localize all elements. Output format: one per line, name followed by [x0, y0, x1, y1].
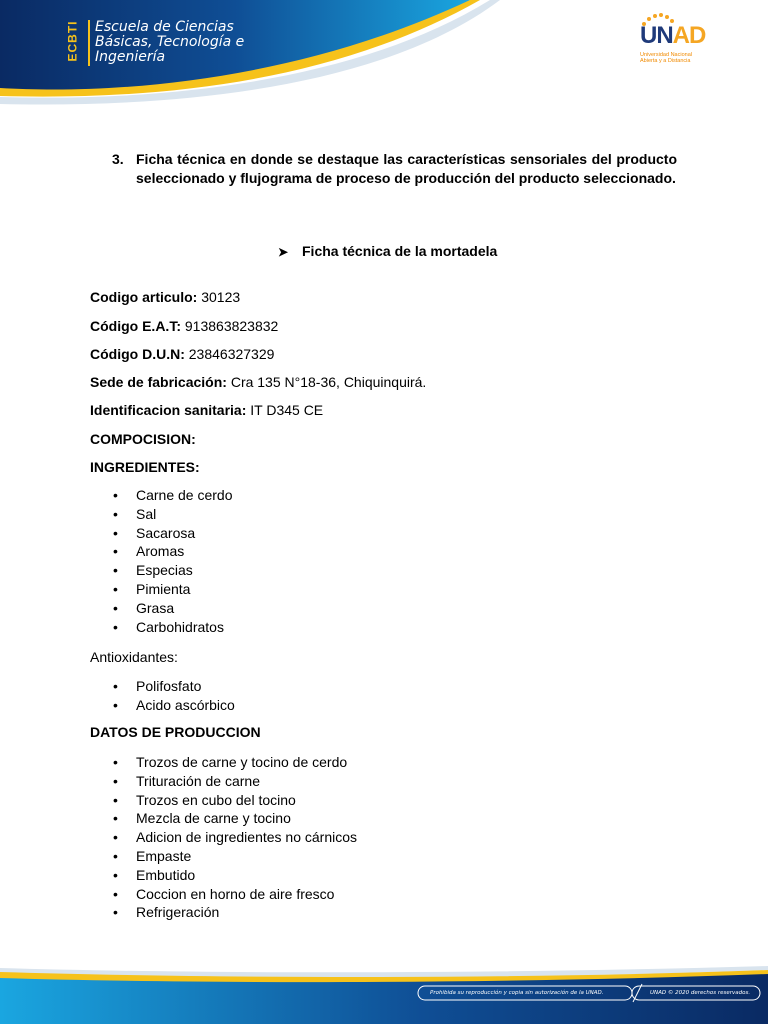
list-item: • Adicion de ingredientes no cárnicos	[110, 828, 357, 847]
unad-logo-word: UNAD	[640, 22, 706, 49]
arrow-bullet-icon: ➤	[278, 245, 289, 259]
field-codigo-eat: Código E.A.T: 913863823832	[90, 318, 279, 334]
list-item: • Grasa	[110, 599, 233, 618]
list-item: • Acido ascórbico	[110, 696, 235, 715]
list-item: • Empaste	[110, 847, 357, 866]
list-item: • Sal	[110, 505, 233, 524]
list-item: • Pimienta	[110, 580, 233, 599]
list-item: • Especias	[110, 561, 233, 580]
list-item: • Carbohidratos	[110, 618, 233, 637]
field-codigo-dun: Código D.U.N: 23846327329	[90, 346, 275, 362]
footer-banner	[0, 960, 768, 1024]
antioxidantes-list	[110, 677, 235, 715]
list-item: • Polifosfato	[110, 677, 235, 696]
list-item: • Trozos de carne y tocino de cerdo	[110, 753, 357, 772]
footer-notice: Prohibida su reproducción y copia sin autorización de la UNAD.	[430, 990, 604, 996]
school-line-2: Básicas, Tecnología e	[95, 34, 245, 50]
list-item: • Coccion en horno de aire fresco	[110, 885, 357, 904]
produccion-list	[110, 753, 357, 922]
list-item: • Trozos en cubo del tocino	[110, 791, 357, 810]
school-name	[95, 20, 244, 65]
school-line-3: Ingeniería	[95, 49, 166, 65]
list-item: • Aromas	[110, 542, 233, 561]
header-divider	[88, 20, 90, 66]
list-item: • Sacarosa	[110, 524, 233, 543]
header-banner	[0, 0, 768, 110]
list-item: • Embutido	[110, 866, 357, 885]
list-item: • Refrigeración	[110, 903, 357, 922]
ficha-subtitle: ➤ Ficha técnica de la mortadela	[278, 243, 498, 259]
ingredientes-list	[110, 486, 233, 636]
ecbti-vertical-label: ECBTI	[65, 20, 80, 62]
antioxidantes-label: Antioxidantes:	[90, 649, 178, 665]
footer-rights: UNAD © 2020 derechos reservados.	[650, 990, 751, 996]
field-codigo-articulo: Codigo articulo: 30123	[90, 289, 241, 305]
composicion-heading: COMPOCISION:	[90, 431, 196, 447]
list-item: • Carne de cerdo	[110, 486, 233, 505]
field-sede-fabricacion: Sede de fabricación: Cra 135 N°18-36, Chiquinquirá.	[90, 374, 427, 390]
field-identificacion-sanitaria: Identificacion sanitaria: IT D345 CE	[90, 402, 324, 418]
produccion-heading: DATOS DE PRODUCCION	[90, 724, 261, 740]
list-item: • Mezcla de carne y tocino	[110, 809, 357, 828]
school-line-1: Escuela de Ciencias	[95, 19, 234, 35]
list-item: • Trituración de carne	[110, 772, 357, 791]
section-number: 3.	[112, 151, 124, 167]
unad-logo	[636, 12, 722, 68]
unad-logo-subtitle: Universidad Nacional Abierta y a Distancia	[640, 52, 692, 64]
ingredientes-heading: INGREDIENTES:	[90, 459, 200, 475]
section-text: Ficha técnica en donde se destaque las características sensoriales del producto seleccionado y flujograma de proceso de producción del producto seleccionado.	[136, 151, 677, 186]
